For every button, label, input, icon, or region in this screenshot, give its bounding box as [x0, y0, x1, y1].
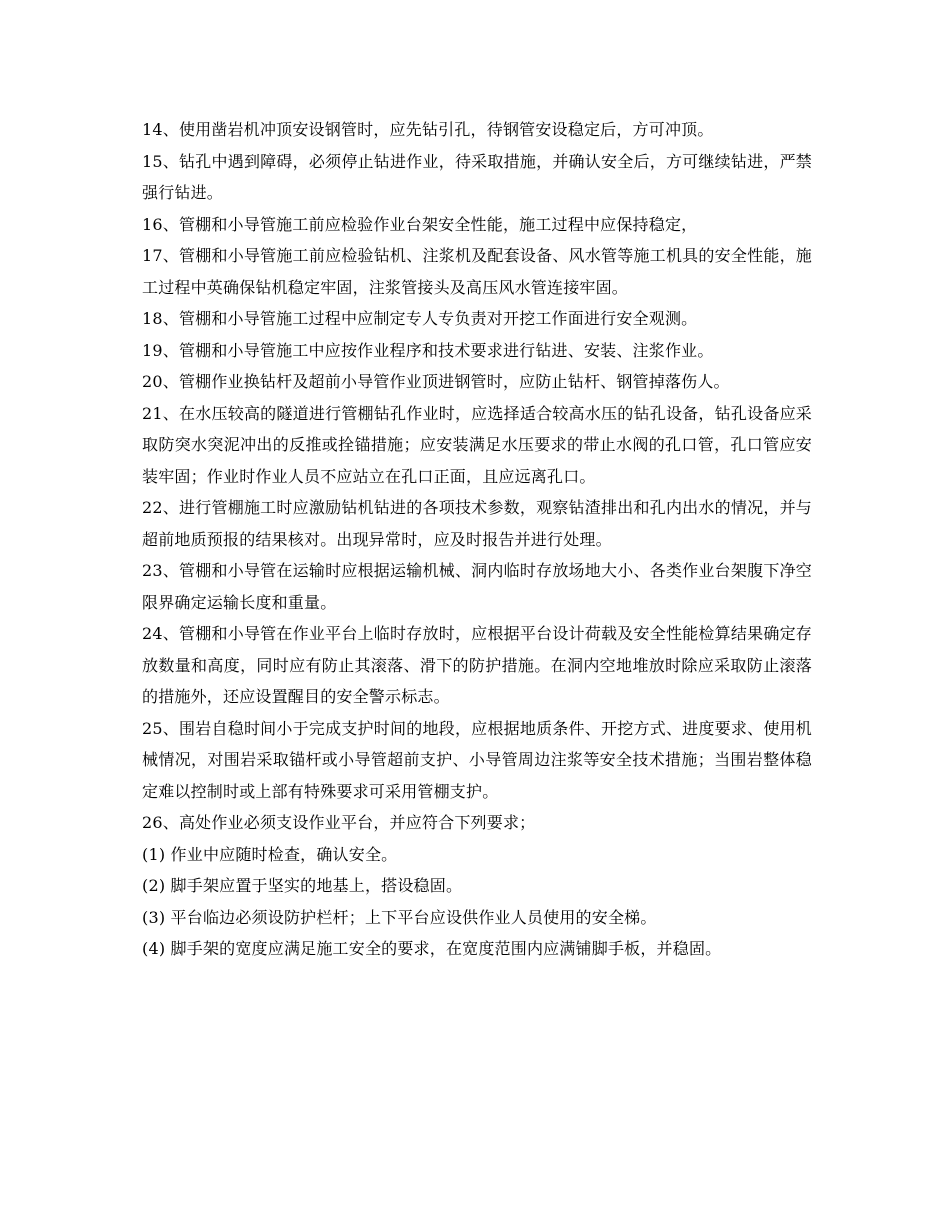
paragraph-20: 20、管棚作业换钻杆及超前小导管作业顶进钢管时，应防止钻杆、钢管掉落伤人。	[142, 372, 730, 391]
paragraph-24: 24、管棚和小导管在作业平台上临时存放时，应根据平台设计荷载及安全性能检算结果确定存放数量和高度，同时应有防止其滚落、滑下的防护措施。在洞内空地堆放时除应采取防止滚落的措施外，还应设置醒目的安全警示标志。	[142, 624, 812, 706]
sub-item-3: (3) 平台临边必须设防护栏杆；上下平台应设供作业人员使用的安全梯。	[142, 907, 657, 927]
paragraph-23: 23、管棚和小导管在运输时应根据运输机械、洞内临时存放场地大小、各类作业台架腹下净空限界确定运输长度和重量。	[142, 561, 812, 612]
sub-item-1: (1) 作业中应随时检查，确认安全。	[142, 844, 398, 864]
sub-item-4: (4) 脚手架的宽度应满足施工安全的要求，在宽度范围内应满铺脚手板，并稳固。	[142, 939, 722, 958]
paragraph-17: 17、管棚和小导管施工前应检验钻机、注浆机及配套设备、风水管等施工机具的安全性能，施工过程中英确保钻机稳定牢固，注浆管接头及高压风水管连接牢固。	[142, 246, 812, 297]
paragraph-25: 25、围岩自稳时间小于完成支护时间的地段，应根据地质条件、开挖方式、进度要求、使用机械情况，对围岩采取锚杆或小导管超前支护、小导管周边注浆等安全技术措施；当围岩整体稳定难以控制时或上部有特殊要求可采用管棚支护。	[142, 718, 812, 801]
paragraph-18: 18、管棚和小导管施工过程中应制定专人专负责对开挖工作面进行安全观测。	[142, 309, 698, 328]
paragraph-14: 14、使用凿岩机冲顶安设钢管时，应先钻引孔，待钢管安设稳定后，方可冲顶。	[142, 120, 714, 139]
paragraph-15: 15、钻孔中遇到障碍，必须停止钻进作业，待采取措施，并确认安全后，方可继续钻进，严禁强行钻进。	[142, 151, 812, 202]
paragraph-21: 21、在水压较高的隧道进行管棚钻孔作业时，应选择适合较高水压的钻孔设备，钻孔设备应采取防突水突泥冲出的反推或拴锚措施；应安装满足水压要求的带止水阀的孔口管，孔口管应安装牢固；作业时作业人员不应站立在孔口正面，且应远离孔口。	[142, 403, 812, 486]
paragraph-19: 19、管棚和小导管施工中应按作业程序和技术要求进行钻进、安装、注浆作业。	[142, 340, 714, 360]
sub-item-2: (2) 脚手架应置于坚实的地基上，搭设稳固。	[142, 876, 463, 895]
document-body	[142, 114, 812, 965]
paragraph-26: 26、高处作业必须支设作业平台，并应符合下列要求；	[142, 813, 536, 832]
paragraph-16: 16、管棚和小导管施工前应检验作业台架安全性能，施工过程中应保持稳定，	[142, 214, 698, 234]
paragraph-22: 22、进行管棚施工时应激励钻机钻进的各项技术参数，观察钻渣排出和孔内出水的情况，并与超前地质预报的结果核对。出现异常时，应及时报告并进行处理。	[142, 498, 812, 549]
